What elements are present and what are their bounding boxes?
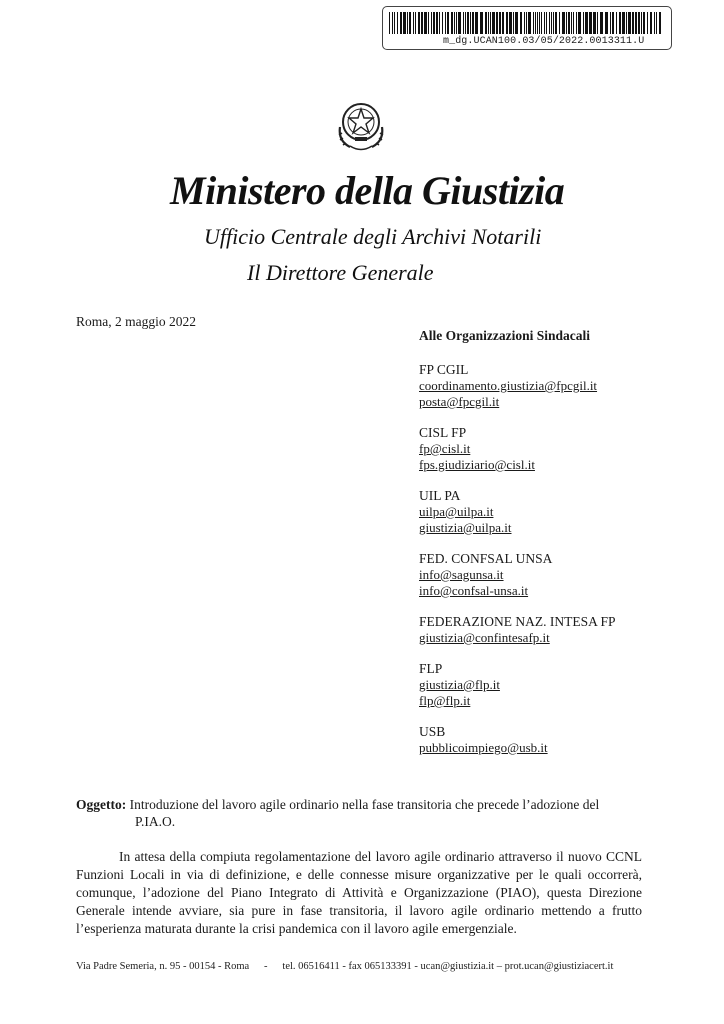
recipient-org (419, 613, 709, 646)
recipients-header: Alle Organizzazioni Sindacali (419, 328, 590, 343)
recipient-email-link[interactable]: info@confsal-unsa.it (419, 583, 529, 598)
italian-republic-emblem-icon (334, 97, 388, 158)
barcode-bar (413, 12, 414, 34)
barcode-bar (589, 12, 592, 34)
barcode-bar (499, 12, 501, 34)
recipient-org (419, 660, 709, 709)
barcode-bar (467, 12, 469, 34)
barcode-bar (585, 12, 588, 34)
footer-contacts: tel. 06516411 - fax 065133391 - ucan@giustizia.it – prot.ucan@giustiziacert.it (282, 961, 614, 972)
barcode-bar (610, 12, 611, 34)
barcode-bar (553, 12, 554, 34)
barcode-bar (566, 12, 567, 34)
barcode-bar (597, 12, 598, 34)
recipient-email-link[interactable]: giustizia@confintesafp.it (419, 630, 550, 645)
barcode-bar (428, 12, 429, 34)
barcode-bar (403, 12, 406, 34)
director-title: Il Direttore Generale (247, 260, 434, 285)
recipient-org-name: FLP (419, 661, 443, 676)
footer-separator: - (264, 961, 268, 972)
protocol-barcode-stamp (382, 6, 672, 50)
barcode-bar (515, 12, 518, 34)
recipient-email-link[interactable]: fps.giudiziario@cisl.it (419, 457, 535, 472)
recipient-email-link[interactable]: posta@fpcgil.it (419, 394, 500, 409)
recipient-list (419, 361, 709, 756)
barcode-bar (628, 12, 631, 34)
barcode-bar (485, 12, 487, 34)
barcode-bar (506, 12, 508, 34)
subject-label: Oggetto: (76, 797, 127, 812)
barcode-bar (600, 12, 603, 34)
barcode-bar (544, 12, 545, 34)
recipient-org-name: FED. CONFSAL UNSA (419, 551, 553, 566)
barcode-bar (502, 12, 504, 34)
recipient-org-name: FP CGIL (419, 362, 469, 377)
barcode-bar (407, 12, 408, 34)
barcode-bar (605, 12, 608, 34)
footer (76, 961, 613, 972)
barcode-bar (447, 12, 449, 34)
barcode-bar (526, 12, 527, 34)
barcode-bar (472, 12, 474, 34)
recipient-email-link[interactable]: pubblicoimpiego@usb.it (419, 740, 548, 755)
barcode-bar (389, 12, 390, 34)
barcode-bar (578, 12, 581, 34)
barcode-bar (392, 12, 393, 34)
recipient-email-link[interactable]: coordinamento.giustizia@fpcgil.it (419, 378, 598, 393)
barcode-bar (638, 12, 640, 34)
barcode-bar (616, 12, 617, 34)
barcode-bar (656, 12, 657, 34)
recipient-org-name: USB (419, 724, 446, 739)
barcode-bar (573, 12, 574, 34)
letter-date: Roma, 2 maggio 2022 (76, 314, 196, 329)
barcode-bar (643, 12, 645, 34)
barcode-bar (415, 12, 416, 34)
barcode-bar (513, 12, 514, 34)
barcode-bar (442, 12, 443, 34)
recipient-org (419, 424, 709, 473)
barcode-bar (641, 12, 642, 34)
barcode-bar (456, 12, 457, 34)
barcode-bar (400, 12, 402, 34)
barcode-bar (431, 12, 432, 34)
barcode-bar (562, 12, 565, 34)
barcode-bar (463, 12, 464, 34)
barcode-bar (409, 12, 411, 34)
barcode-bar (458, 12, 461, 34)
barcode-bar (492, 12, 495, 34)
barcode-bar (524, 12, 525, 34)
barcode-icon (389, 12, 665, 34)
barcode-bar (541, 12, 542, 34)
body-paragraph: In attesa della compiuta regolamentazione del lavoro agile ordinario attraverso il nuovo CCNL Funzioni Locali in via di definizione, e delle connesse misure organizzative per le quali occorrerà, comunque, l’adozione del Piano Integrato di Attività e Organizzazione (PIAO), questa Direzione Generale intende avviare, sia pure in fase transitoria, il lavoro agile ordinario mettendo a frutto l’esperienza maturata durante la crisi pandemica con il lavoro agile emergenziale. (76, 849, 642, 936)
recipient-org (419, 487, 709, 536)
recipient-email-link[interactable]: uilpa@uilpa.it (419, 504, 494, 519)
barcode-bar (576, 12, 577, 34)
footer-address: Via Padre Semeria, n. 95 - 00154 - Roma (76, 961, 250, 972)
barcode-bar (571, 12, 572, 34)
subject-line-2: P.IA.O. (135, 814, 176, 829)
barcode-bar (555, 12, 557, 34)
barcode-bar (433, 12, 435, 34)
office-name: Ufficio Centrale degli Archivi Notarili (204, 224, 542, 249)
barcode-bar (421, 12, 423, 34)
subject-block (76, 796, 676, 830)
barcode-bar (551, 12, 552, 34)
barcode-bar (539, 12, 540, 34)
barcode-bar (535, 12, 536, 34)
barcode-bar (533, 12, 534, 34)
barcode-bar (480, 12, 483, 34)
barcode-bar (659, 12, 661, 34)
barcode-bar (475, 12, 478, 34)
barcode-bar (559, 12, 560, 34)
barcode-bar (632, 12, 634, 34)
barcode-bar (619, 12, 621, 34)
barcode-bar (418, 12, 420, 34)
barcode-bar (470, 12, 471, 34)
barcode-bar (496, 12, 498, 34)
barcode-bar (583, 12, 584, 34)
barcode-bar (650, 12, 652, 34)
barcode-bar (397, 12, 398, 34)
recipient-org-name: CISL FP (419, 425, 467, 440)
barcode-bar (626, 12, 627, 34)
barcode-bar (593, 12, 596, 34)
barcode-bar (465, 12, 466, 34)
recipient-org-name: FEDERAZIONE NAZ. INTESA FP (419, 614, 616, 629)
recipient-email-link[interactable]: giustizia@flp.it (419, 677, 500, 692)
barcode-bar (635, 12, 637, 34)
barcode-bar (537, 12, 538, 34)
barcode-bar (654, 12, 655, 34)
barcode-bar (445, 12, 446, 34)
recipient-org (419, 550, 709, 599)
barcode-bar (612, 12, 614, 34)
subject-line-1: Introduzione del lavoro agile ordinario nella fase transitoria che precede l’adozione del (129, 797, 600, 812)
protocol-number: m_dg.UCAN100.03/05/2022.0013311.U (443, 36, 645, 47)
barcode-bar (647, 12, 648, 34)
barcode-bar (549, 12, 550, 34)
barcode-bar (546, 12, 547, 34)
barcode-bar (568, 12, 570, 34)
barcode-bar (439, 12, 440, 34)
ministry-title: Ministero della Giustizia (170, 168, 565, 213)
barcode-bar (436, 12, 438, 34)
barcode-bar (488, 12, 489, 34)
recipient-org (419, 361, 709, 410)
recipient-email-link[interactable]: info@sagunsa.it (419, 567, 504, 582)
barcode-bar (528, 12, 531, 34)
recipient-email-link[interactable]: fp@cisl.it (419, 441, 471, 456)
recipient-org (419, 723, 709, 756)
recipients-block (419, 328, 709, 770)
recipient-org-name: UIL PA (419, 488, 461, 503)
recipient-email-link[interactable]: giustizia@uilpa.it (419, 520, 512, 535)
barcode-bar (454, 12, 455, 34)
barcode-bar (622, 12, 625, 34)
barcode-bar (490, 12, 491, 34)
barcode-bar (394, 12, 395, 34)
barcode-bar (520, 12, 522, 34)
barcode-bar (451, 12, 453, 34)
barcode-bar (424, 12, 427, 34)
barcode-bar (509, 12, 512, 34)
recipient-email-link[interactable]: flp@flp.it (419, 693, 471, 708)
